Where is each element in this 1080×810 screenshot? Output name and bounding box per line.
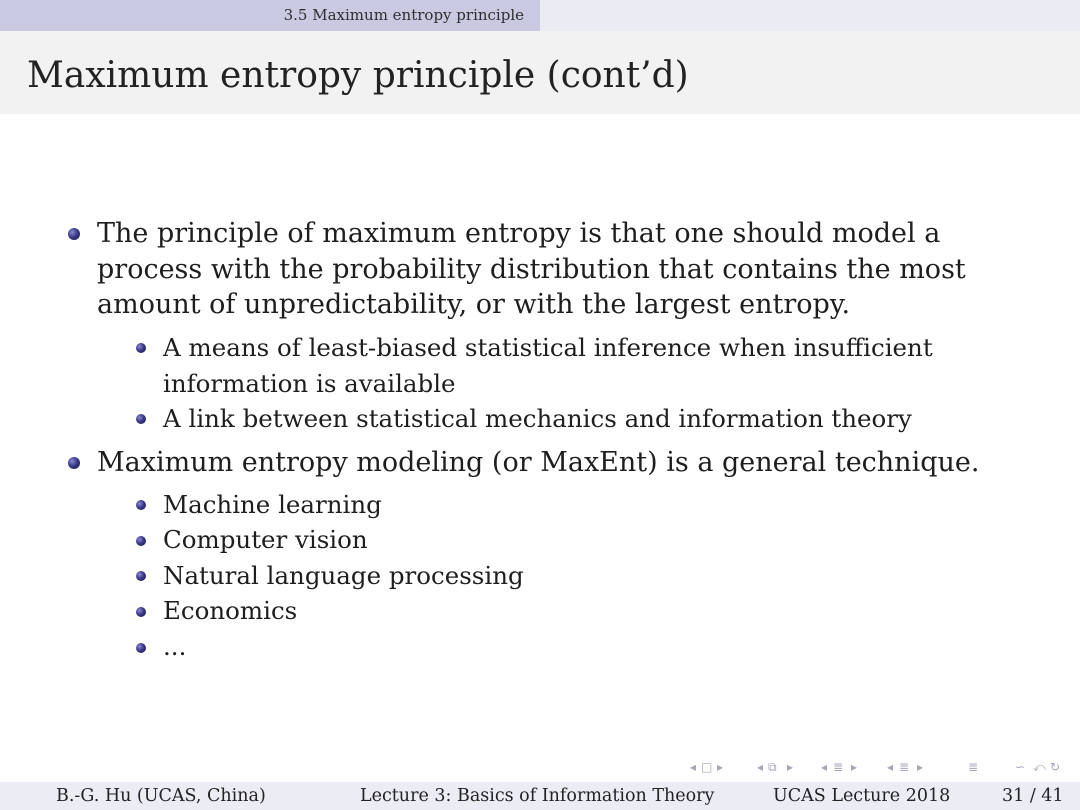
sub-list-item-line: A link between statistical mechanics and information theory [163, 404, 912, 433]
sub-list-item-line: Computer vision [163, 525, 368, 554]
footer-lecture-title [360, 786, 719, 806]
sub-bullet-icon [136, 571, 146, 581]
sub-list-item-line: information is available [163, 368, 456, 398]
nav-prev-section-icon[interactable]: ◂ [821, 760, 828, 774]
sub-list-item [163, 629, 186, 665]
section-label: 3.5 Maximum entropy principle [283, 6, 524, 24]
nav-section-icon[interactable]: ≣ [833, 760, 844, 774]
nav-section-icon[interactable]: ≣ [899, 760, 910, 774]
sub-list-item [163, 558, 524, 594]
sub-bullet-icon [136, 643, 146, 653]
list-item-line: amount of unpredictability, or with the largest entropy. [97, 289, 851, 320]
nav-search-icon[interactable]: ∽ [1015, 760, 1026, 774]
slide-title: Maximum entropy principle (cont’d) [27, 55, 689, 96]
sub-list-item [163, 593, 297, 629]
headline-bar [0, 0, 1080, 31]
sub-bullet-icon [136, 536, 146, 546]
sub-list-item [163, 522, 368, 558]
sub-bullet-icon [136, 500, 146, 510]
footer-author: B.-G. Hu (UCAS, China) [56, 786, 266, 806]
list-item-line: process with the probability distribution that contains the most [97, 253, 966, 285]
bullet-icon [68, 457, 80, 469]
list-item-line: Maximum entropy modeling (or MaxEnt) is a general technique. [97, 447, 980, 478]
list-item-line: The principle of maximum entropy is that one should model a [97, 218, 941, 249]
nav-forward-icon[interactable]: ↻ [1050, 760, 1061, 774]
sub-bullet-icon [136, 343, 146, 353]
nav-back-icon[interactable]: ⤺ [1033, 760, 1046, 774]
sub-list-item-line: Natural language processing [163, 561, 524, 590]
nav-prev-frame-icon[interactable]: ◂ [690, 760, 697, 774]
nav-prev-subsection-icon[interactable]: ◂ [757, 760, 764, 774]
frame-title-bar [0, 31, 1080, 114]
page-number: 31 / 41 [1002, 786, 1064, 806]
sub-list-item [163, 487, 382, 523]
sub-bullet-icon [136, 414, 146, 424]
nav-next-section-icon[interactable]: ▸ [917, 760, 924, 774]
footer-lecture-title-text: Lecture 3: Basics of Information Theory [360, 786, 715, 806]
sub-bullet-icon [136, 607, 146, 617]
section-tab[interactable] [0, 0, 540, 31]
bullet-icon [68, 228, 80, 240]
sub-list-item [163, 401, 1043, 437]
footer-event: UCAS Lecture 2018 [773, 786, 951, 806]
sub-list-item-line: Economics [163, 596, 298, 625]
list-item [97, 445, 1057, 481]
nav-subsection-icon[interactable]: ⧉ [768, 760, 777, 774]
sub-list-item-line: A means of least-biased statistical inference when insufficient [163, 333, 933, 362]
nav-prev-section-icon[interactable]: ◂ [887, 760, 894, 774]
nav-document-icon[interactable]: ≣ [968, 760, 979, 774]
nav-frame-icon[interactable]: □ [701, 760, 713, 774]
sub-list-item-line: ... [163, 632, 187, 661]
nav-next-section-icon[interactable]: ▸ [851, 760, 858, 774]
footer-bar [0, 782, 1080, 810]
nav-next-frame-icon[interactable]: ▸ [717, 760, 724, 774]
nav-next-subsection-icon[interactable]: ▸ [787, 760, 794, 774]
sub-list-item-line: Machine learning [163, 490, 382, 519]
list-item [97, 216, 1057, 323]
sub-list-item [163, 330, 1043, 401]
